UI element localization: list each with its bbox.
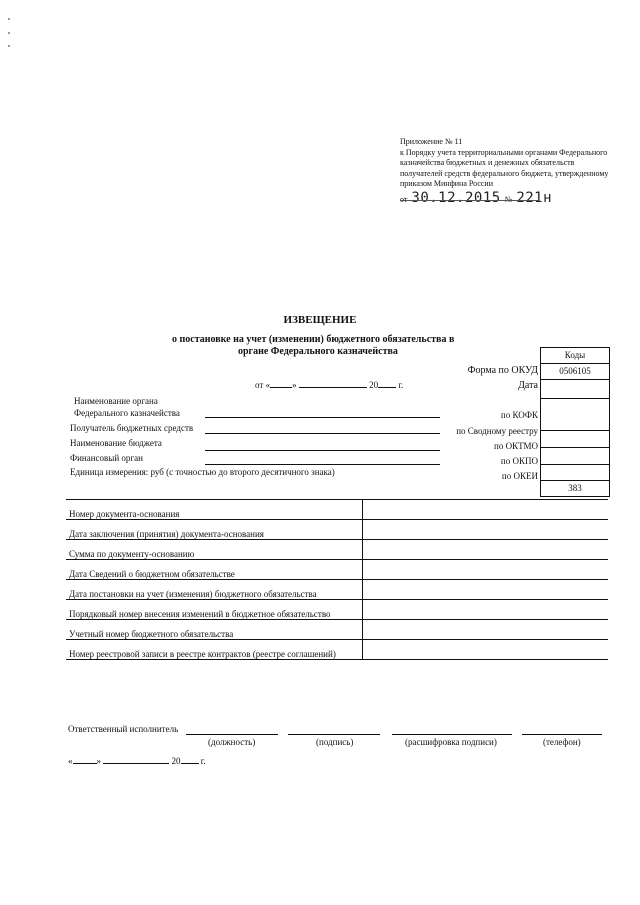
- organ-label-1: Наименование органа: [74, 396, 158, 406]
- okud-label: Форма по ОКУД: [467, 365, 538, 376]
- row-label: Номер документа-основания: [66, 500, 363, 520]
- obligation-table: [66, 499, 608, 660]
- scan-artifact: [8, 45, 10, 47]
- table-row: [66, 580, 608, 600]
- okei-value: 383: [541, 480, 609, 496]
- row-label: Дата заключения (принятия) документа-основания: [66, 520, 363, 540]
- row-value[interactable]: [363, 600, 609, 620]
- budget-label: Наименование бюджета: [70, 438, 162, 448]
- row-label: Дата Сведений о бюджетном обязательстве: [66, 560, 363, 580]
- order-date: 30.12.2015: [411, 190, 501, 206]
- row-value[interactable]: [363, 500, 609, 520]
- unit-label: Единица измерения: руб (с точностью до второго десятичного знака): [70, 467, 335, 477]
- codes-header: Коды: [541, 348, 609, 364]
- document-subtitle-1: о постановке на учет (изменении) бюджетного обязательства в: [172, 334, 455, 345]
- row-label: Номер реестровой записи в реестре контрактов (реестре соглашений): [66, 640, 363, 660]
- year-field[interactable]: [378, 387, 396, 388]
- document-subtitle-2: органе Федерального казначейства: [238, 346, 398, 357]
- fin-organ-label: Финансовый орган: [70, 453, 143, 463]
- date-prefix: от «: [255, 380, 271, 390]
- table-row: [66, 560, 608, 580]
- bottom-date-open: «: [68, 756, 73, 766]
- organ-field[interactable]: [205, 417, 440, 418]
- position-field[interactable]: [186, 734, 278, 735]
- oktmo-code-cell: [541, 447, 609, 464]
- date-label: Дата: [518, 380, 538, 391]
- executor-label: Ответственный исполнитель: [68, 724, 179, 734]
- row-label: Учетный номер бюджетного обязательства: [66, 620, 363, 640]
- recipient-field[interactable]: [205, 433, 440, 434]
- order-underline: [400, 200, 538, 201]
- scan-artifact: [8, 18, 10, 20]
- table-row: [66, 640, 608, 660]
- bottom-date-close: »: [96, 756, 101, 766]
- bottom-year-suffix: г.: [200, 756, 206, 766]
- year-suffix: г.: [398, 380, 404, 390]
- table-row: [66, 600, 608, 620]
- year-prefix: 20: [369, 380, 379, 390]
- date-sep: »: [292, 380, 297, 390]
- decode-caption: (расшифровка подписи): [405, 737, 497, 747]
- oktmo-label: по ОКТМО: [494, 441, 538, 451]
- row-value[interactable]: [363, 520, 609, 540]
- row-label: Порядковый номер внесения изменений в бюджетное обязательство: [66, 600, 363, 620]
- svodny-code-cell: [541, 430, 609, 447]
- kofk-label: по КОФК: [500, 410, 538, 420]
- fin-organ-field[interactable]: [205, 464, 440, 465]
- date-code-cell: [541, 379, 609, 398]
- table-row: [66, 500, 608, 520]
- position-caption: (должность): [208, 737, 256, 747]
- budget-field[interactable]: [205, 450, 440, 451]
- row-label: Сумма по документу-основанию: [66, 540, 363, 560]
- decode-field[interactable]: [392, 734, 512, 735]
- appendix-line: приказом Минфина России: [400, 179, 493, 188]
- bottom-date: [68, 756, 206, 766]
- row-value[interactable]: [363, 540, 609, 560]
- okpo-label: по ОКПО: [500, 456, 538, 466]
- document-title: ИЗВЕЩЕНИЕ: [283, 314, 357, 326]
- row-value[interactable]: [363, 620, 609, 640]
- row-value[interactable]: [363, 580, 609, 600]
- row-value[interactable]: [363, 560, 609, 580]
- appendix-line: получателей средств федерального бюджета, утвержденному: [400, 168, 609, 178]
- scan-artifact: [8, 32, 10, 34]
- row-label: Дата постановки на учет (изменения) бюджетного обязательства: [66, 580, 363, 600]
- month-field[interactable]: [299, 387, 367, 388]
- okei-label: по ОКЕИ: [501, 471, 538, 481]
- phone-field[interactable]: [522, 734, 602, 735]
- bottom-year-field[interactable]: [181, 763, 199, 764]
- appendix-block: [400, 137, 608, 190]
- order-number: 221н: [516, 190, 553, 206]
- order-line: [400, 189, 552, 207]
- sign-field[interactable]: [288, 734, 380, 735]
- bottom-month-field[interactable]: [103, 763, 169, 764]
- appendix-title: Приложение № 11: [400, 137, 463, 146]
- okpo-code-cell: [541, 464, 609, 480]
- kofk-code-cell: [541, 398, 609, 430]
- bottom-year-prefix: 20: [171, 756, 181, 766]
- codes-box: [540, 347, 610, 497]
- table-row: [66, 620, 608, 640]
- svodny-label: по Сводному реестру: [456, 426, 538, 436]
- table-row: [66, 520, 608, 540]
- notice-date: [255, 380, 403, 390]
- organ-label-2: Федерального казначейства: [74, 408, 180, 418]
- day-field[interactable]: [270, 387, 292, 388]
- appendix-line: казначейства бюджетных и денежных обязательств: [400, 158, 575, 167]
- appendix-line: к Порядку учета территориальными органами Федерального: [400, 147, 608, 157]
- sign-caption: (подпись): [316, 737, 354, 747]
- order-prefix: от: [400, 195, 408, 204]
- row-value[interactable]: [363, 640, 609, 660]
- table-row: [66, 540, 608, 560]
- recipient-label: Получатель бюджетных средств: [70, 423, 194, 433]
- bottom-day-field[interactable]: [73, 763, 97, 764]
- okud-value: 0506105: [559, 366, 591, 376]
- order-no-sign: №: [504, 195, 513, 204]
- phone-caption: (телефон): [543, 737, 581, 747]
